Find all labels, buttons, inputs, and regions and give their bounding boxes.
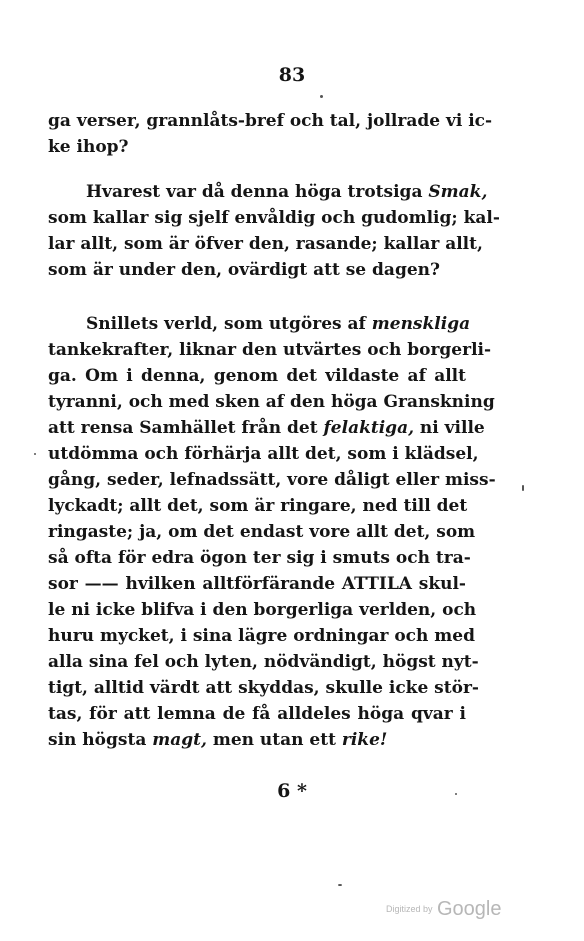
text-line: som kallar sig sjelf envåldig och gudomlig; kal-	[48, 208, 500, 228]
paper-speck	[34, 453, 36, 455]
text-line: Snillets verld, som utgöres af menskliga	[86, 314, 471, 334]
text-line: lyckadt; allt det, som är ringare, ned till det	[48, 496, 468, 516]
text-line: tas, för att lemna de få alldeles höga qvar i	[48, 704, 466, 724]
paragraph-1	[48, 108, 493, 160]
text-line: Hvarest var då denna höga trotsiga Smak,	[86, 182, 488, 202]
text-line: huru mycket, i sina lägre ordningar och med	[48, 626, 476, 646]
text-line: så ofta för edra ögon ter sig i smuts och tra-	[48, 548, 471, 568]
text-line: sor —— hvilken alltförfärande ATTILA skul-	[48, 574, 466, 594]
watermark-brand: Google	[436, 898, 502, 920]
page-number: 83	[278, 64, 306, 86]
text-line: att rensa Samhället från det felaktiga, ni ville	[48, 418, 485, 438]
paper-speck	[338, 884, 342, 886]
text-line: som är under den, ovärdigt att se dagen?	[48, 260, 440, 280]
paper-speck	[320, 95, 323, 98]
text-line: alla sina fel och lyten, nödvändigt, högst nyt-	[48, 652, 479, 672]
paper-speck	[455, 793, 457, 795]
text-line: ke ihop?	[48, 137, 129, 157]
text-line: ringaste; ja, om det endast vore allt det, som	[48, 522, 476, 542]
watermark-prefix: Digitized by	[386, 904, 433, 914]
text-line: sin högsta magt, men utan ett rike!	[48, 730, 388, 750]
text-line: ga. Om i denna, genom det vildaste af allt	[48, 366, 466, 386]
text-line: lar allt, som är öfver den, rasande; kallar allt,	[48, 234, 483, 254]
text-line: tankekrafter, liknar den utvärtes och borgerli-	[48, 340, 492, 360]
paper-speck	[522, 485, 524, 491]
signature-mark: 6 *	[277, 780, 307, 802]
paragraph-2	[48, 179, 500, 283]
text-line: le ni icke blifva i den borgerliga verlden, och	[48, 600, 477, 620]
text-line: tigt, alltid värdt att skyddas, skulle icke stör-	[48, 678, 479, 698]
text-line: tyranni, och med sken af den höga Granskning	[48, 392, 495, 412]
text-line: ga verser, grannlåts-bref och tal, jollrade vi ic-	[48, 111, 493, 131]
text-line: gång, seder, lefnadssätt, vore dåligt eller miss-	[48, 470, 496, 490]
text-line: utdömma och förhärja allt det, som i klädsel,	[48, 444, 479, 464]
paragraph-3	[48, 311, 496, 753]
digitization-watermark	[386, 898, 501, 921]
